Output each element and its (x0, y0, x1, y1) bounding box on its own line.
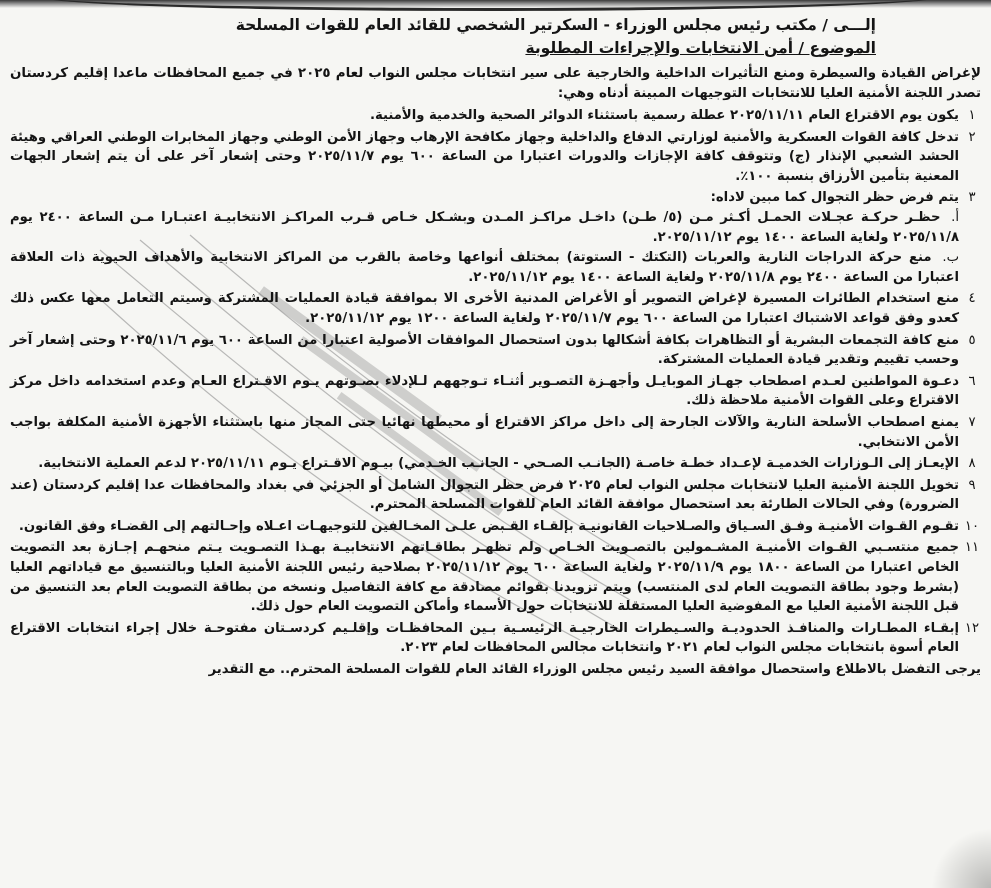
sub-item-text: منع حركة الدراجات النارية والعربات (التكتك - الستوتة) بمختلف أنواعها وخاصة بالقرب من المراكز الانتخابية والأهداف الحيوية ذات العلاقة اعتبارا من الساعة ٢٤٠٠ يوم ٢٠٢٥/١١/٨ ولغاية الساعة ١٤٠٠ يوم ٢٠٢٥/١١/١٢. (10, 250, 959, 285)
item-text: يمنع اصطحاب الأسلحة النارية والآلات الجارحة إلى داخل مراكز الاقتراع أو محيطها نهائيا حتى المجاز منها باستثناء الأجهزة الأمنية المكلفة بواجب الأمن الانتخابي. (10, 414, 959, 450)
item-text: تدخل كافة القوات العسكرية والأمنية لوزارتي الدفاع والداخلية وجهاز مكافحة الإرهاب وجهاز الأمن الوطني وجهاز المخابرات الوطني العراقي وهيئة الحشد الشعبي الإنذار (ج) وتتوقف كافة الإجازات والدورات اعتبارا من الساعة ٦٠٠ يوم ٢٠٢٥/١١/٧ وحتى إشعار آخر على أن يتم إشعار الجهات المعنية بتأمين الأرزاق بنسبة ١٠٠٪. (10, 129, 959, 184)
list-item (10, 619, 981, 658)
intro-paragraph: لإغراض القيادة والسيطرة ومنع التأثيرات الداخلية والخارجية على سير انتخابات مجلس النواب لعام ٢٠٢٥ في جميع المحافظات ماعدا إقليم كردستان تصدر اللجنة الأمنية العليا للانتخابات التوجيهات المبينة أدناه وهي: (10, 66, 982, 101)
item-number: ١٠ (964, 518, 980, 534)
item-number: ٨ (968, 456, 976, 472)
item-text: يتم فرض حظر التجوال كما مبين لاداه: (710, 190, 959, 206)
item-number: ٥ (968, 332, 976, 348)
list-item (10, 538, 981, 616)
item-text: تقـوم القـوات الأمنيـة وفـق السـياق والصـلاحيات القانونيـة بإلقـاء القـبض علـى المخـالفين للتوجيهـات اعـلاه وإحـالتهم إلى القضـاء وفق القانون. (18, 518, 959, 534)
document-body (10, 14, 981, 680)
page-top-curve (40, 0, 940, 11)
item-number: ١٢ (964, 620, 980, 636)
item-text: منع استخدام الطائرات المسيرة لإغراض التصوير أو الأغراض المدنية الأخرى الا بموافقة قيادة العمليات المشتركة وسيتم التعامل معها عكس ذلك كعدو وفق قواعد الاشتباك اعتبارا من الساعة ٦٠٠ يوم ٢٠٢٥/١١/٧ ولغاية الساعة ١٢٠٠ يوم ٢٠٢٥/١١/١٢. (10, 291, 959, 326)
list-item (10, 454, 981, 474)
sub-item (10, 208, 959, 247)
sub-item-mark: ب. (942, 250, 960, 266)
directives-list (10, 106, 981, 658)
list-item (10, 289, 981, 328)
list-item (10, 476, 981, 515)
item-text: تخويل اللجنة الأمنية العليا لانتخابات مجلس النواب لعام ٢٠٢٥ فرض حظر التجوال الشامل أو الجزئي في بغداد والمحافظات عدا إقليم كردستان (عند الضرورة) وفي الحالات الطارئة بعد استحصال موافقة القائد العام للقوات المسلحة المحترم. (10, 477, 960, 513)
item-number: ٧ (968, 414, 976, 430)
sub-item-text: حظـر حركـة عجـلات الحمـل أكـثر مـن (٥/ طـن) داخـل مراكـز المـدن وبشـكل خـاص قـرب المراكـز الانتخابيـة اعتبـارا مـن الساعة ٢٤٠٠ يوم ٢٠٢٥/١١/٨ ولغاية الساعة ١٤٠٠ يوم ٢٠٢٥/١١/١٢. (10, 209, 959, 245)
sub-item (10, 248, 959, 287)
item-number: ١ (968, 108, 976, 123)
item-text: دعـوة المواطنين لعـدم اصطحاب جهـاز الموبايـل وأجهـزة التصـوير أثنـاء تـوجههم لـلإدلاء بصـوتهم يـوم الاقـتراع العـام وعدم استخدامه داخل مركز الاقتراع وعلى القوات الأمنية ملاحظة ذلك. (10, 373, 959, 409)
item-text: جميع منتسـبي القـوات الأمنيـة المشـمولين بالتصـويت الخـاص ولم تظهـر بطاقـاتهم الانتخابيـة بهـذا التصـويت يـتم منحهـم إجـازة بعد التصويت الخاص اعتبارا من الساعة ١٨٠٠ يوم ٢٠٢٥/١١/٩ ولغاية الساعة ٦٠٠ يوم ٢٠٢٥/١١/١٢ بصلاحية رئيس اللجنة الأمنية العليا وبالتنسيق مع قياداتهم العليا (بشرط وجود بطاقة التصويت العام لدى المنتسب) ويتم تزويدنا بقوائم مصادقة مع كافة التفاصيل ونسخه من بطاقة التصويت العام بعد التنسيق من قبل اللجنة الأمنية العليا مع المفوضية العليا المستقلة للانتخابات حول الأسماء وأماكن التصويت العام حول ذلك. (10, 540, 959, 615)
closing-line: يرجى التفضل بالاطلاع واستحصال موافقة السيد رئيس مجلس الوزراء القائد العام للقوات المسلحة المحترم.. مع التقدير (208, 662, 981, 678)
item-number: ١١ (964, 540, 980, 556)
item-number: ٩ (968, 477, 976, 493)
list-item (10, 128, 981, 187)
list-item (10, 188, 981, 287)
item-number: ٣ (968, 190, 976, 206)
list-item (10, 331, 981, 370)
item-text: إبقـاء المطـارات والمنافـذ الحدوديـة والسـيطرات الخارجيـة الرئيسـية بـين المحافظـات وإقلـيم كردسـتان مفتوحـة خلال إجراء انتخابات الاقتراع العام أسوة بانتخابات مجلس النواب لعام ٢٠٢١ وانتخابات مجالس المحافظات لعام ٢٠٢٣. (10, 620, 959, 656)
item-number: ٦ (968, 373, 976, 389)
list-item (10, 106, 981, 126)
item-text: الإيعـاز إلى الـوزارات الخدميـة لإعـداد خطـة خاصـة (الجانـب الصـحي - الجانـب الخـدمي) بيـوم الاقـتراع يـوم ٢٠٢٥/١١/١١ لدعم العملية الانتخابية. (38, 456, 959, 472)
list-item (10, 372, 981, 411)
list-item (10, 517, 981, 537)
item-text: منع كافة التجمعات البشرية أو التظاهرات بكافة أشكالها بدون استحصال الموافقات الأصولية اعتبارا من الساعة ٦٠٠ يوم ٢٠٢٥/١١/٦ وحتى إشعار آخر وحسب تقييم وتقدير قيادة العمليات المشتركة. (10, 332, 959, 368)
item-number: ٢ (968, 129, 976, 145)
subject-line: الموضوع / أمن الانتخابات والإجراءات المطلوبة (525, 39, 876, 57)
item-text: يكون يوم الاقتراع العام ٢٠٢٥/١١/١١ عطلة رسمية باستثناء الدوائر الصحية والخدمية والأمنية. (369, 108, 959, 123)
list-item (10, 413, 981, 452)
addressee-line: إلـــى / مكتب رئيس مجلس الوزراء - السكرتير الشخصي للقائد العام للقوات المسلحة (235, 16, 876, 34)
item-number: ٤ (968, 291, 976, 307)
sub-item-mark: أ. (951, 209, 959, 225)
page-corner-shadow (931, 828, 991, 888)
